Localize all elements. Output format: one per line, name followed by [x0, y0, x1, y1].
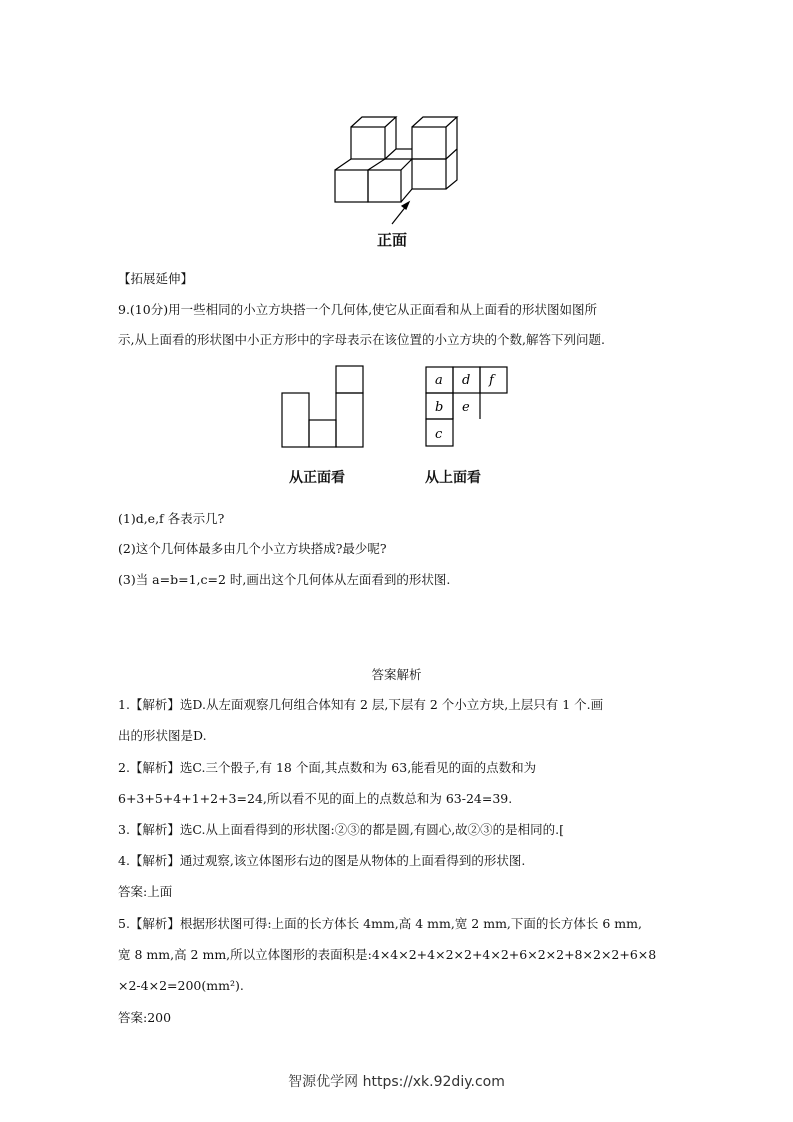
grid-letter-f: f: [489, 373, 494, 388]
problem-9-line-2: 示,从上面看的形状图中小正方形中的字母表示在该位置的小立方块的个数,解答下列问题.: [118, 332, 605, 347]
answer-5-line-3: ×2-4×2=200(mm²).: [118, 978, 244, 993]
answer-1-line-1: 1.【解析】选D.从左面观察几何组合体知有 2 层,下层有 2 个小立方块,上层只有 1 个.画: [118, 697, 604, 712]
question-2: (2)这个几何体最多由几个小立方块搭成?最少呢?: [118, 541, 387, 556]
top-view-caption: 从上面看: [425, 470, 481, 486]
grid-letter-b: b: [435, 400, 444, 415]
footer-watermark: 智源优学网 https://xk.92diy.com: [288, 1074, 505, 1090]
grid-letter-e: e: [462, 400, 470, 415]
answer-5-result: 答案:200: [118, 1010, 172, 1025]
front-view-caption: 从正面看: [289, 470, 345, 486]
front-caption: 正面: [377, 231, 408, 249]
answer-1-line-2: 出的形状图是D.: [118, 728, 207, 743]
answer-5-line-1: 5.【解析】根据形状图可得:上面的长方体长 4mm,高 4 mm,宽 2 mm,下面的长方体长 6 mm,: [118, 916, 642, 931]
grid-letter-d: d: [462, 373, 471, 388]
answer-5-line-2: 宽 8 mm,高 2 mm,所以立体图形的表面积是:4×4×2+4×2×2+4×2+6×2×2+8×2×2+6×8: [118, 947, 657, 962]
answer-4: 4.【解析】通过观察,该立体图形右边的图是从物体的上面看得到的形状图.: [118, 853, 526, 868]
answer-4-result: 答案:上面: [118, 884, 173, 899]
answer-2-line-1: 2.【解析】选C.三个骰子,有 18 个面,其点数和为 63,能看见的面的点数和为: [118, 760, 537, 775]
grid-letter-c: c: [435, 427, 443, 442]
answers-title: 答案解析: [371, 667, 422, 682]
grid-letter-a: a: [435, 373, 443, 388]
problem-9-line-1: 9.(10分)用一些相同的小立方块搭一个几何体,使它从正面看和从上面看的形状图如图所: [118, 302, 598, 317]
question-1: (1)d,e,f 各表示几?: [118, 511, 225, 526]
answer-3: 3.【解析】选C.从上面看得到的形状图:②③的都是圆,有圆心,故②③的是相同的.[: [118, 822, 565, 837]
section-title: 【拓展延伸】: [118, 271, 194, 286]
answer-2-line-2: 6+3+5+4+1+2+3=24,所以看不见的面上的点数总和为 63-24=39.: [118, 791, 513, 806]
question-3: (3)当 a=b=1,c=2 时,画出这个几何体从左面看到的形状图.: [118, 572, 451, 587]
